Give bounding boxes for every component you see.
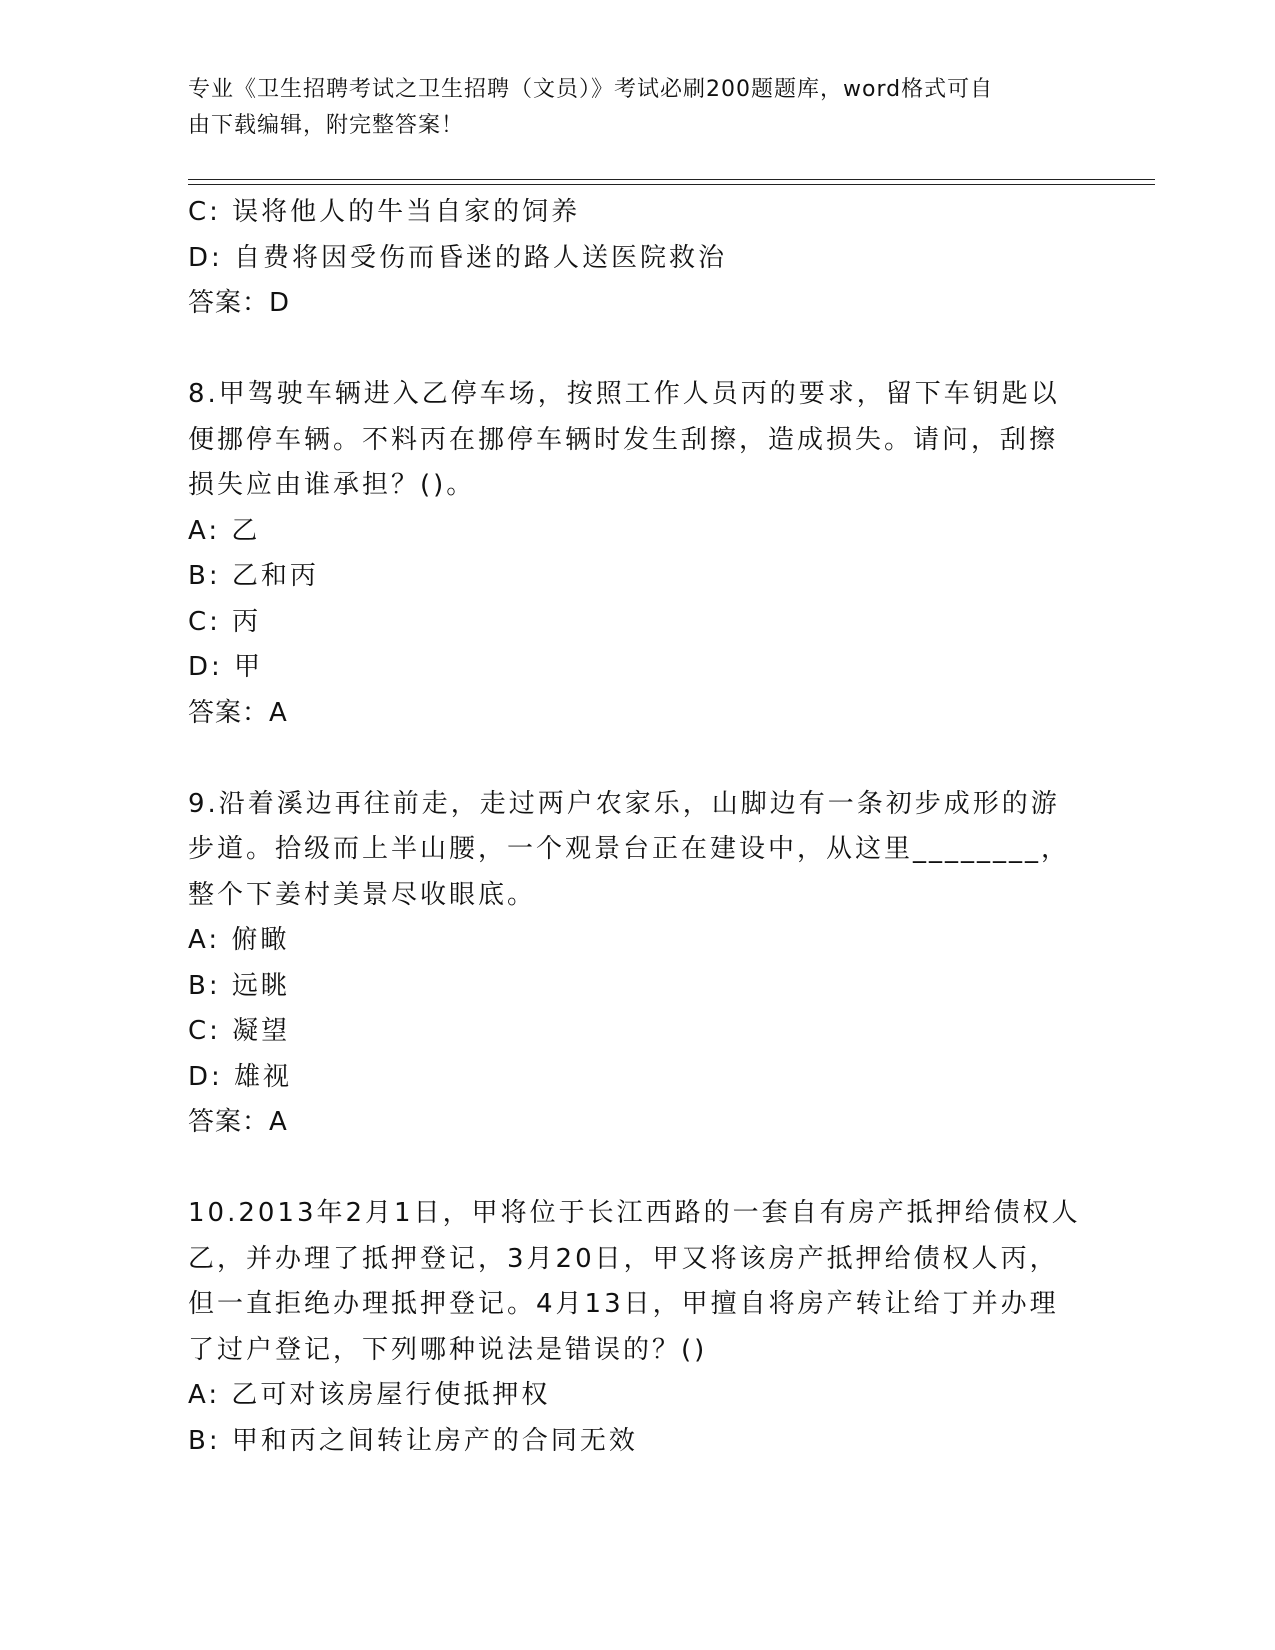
option-c: C: 丙 [188,606,262,637]
question-9 [188,782,1088,1146]
option-d: D: 甲 [188,652,264,682]
answer: 答案：A [188,697,288,728]
question-stem-line: 8.甲驾驶车辆进入乙停车场，按照工作人员丙的要求，留下车钥匙以 [188,379,1060,409]
option-c: C: 误将他人的牛当自家的饲养 [188,197,581,227]
question-stem-line: 了过户登记，下列哪种说法是错误的？() [188,1334,708,1365]
question-stem-line: 乙，并办理了抵押登记，3月20日，甲又将该房产抵押给债权人丙， [188,1243,1059,1274]
spacer [188,736,1088,782]
option-a: A: 乙可对该房屋行使抵押权 [188,1380,551,1410]
document-header [188,72,1068,144]
answer: 答案：D [188,288,291,318]
option-a: A: 俯瞰 [188,925,290,955]
option-b: B: 甲和丙之间转让房产的合同无效 [188,1425,638,1456]
spacer [188,327,1088,373]
question-8 [188,372,1088,736]
question-stem-line: 步道。拾级而上半山腰，一个观景台正在建设中，从这里________， [188,834,1071,864]
question-list [188,190,1088,1464]
question-stem-line: 整个下姜村美景尽收眼底。 [188,879,537,910]
question-stem-line: 10.2013年2月1日，甲将位于长江西路的一套自有房产抵押给债权人 [188,1198,1081,1228]
spacer [188,1146,1088,1192]
option-b: B: 远眺 [188,970,290,1001]
header-divider-top [188,179,1155,180]
header-line-1: 专业《卫生招聘考试之卫生招聘（文员）》考试必刷200题题库，word格式可自 [188,77,994,102]
question-10 [188,1191,1088,1464]
option-d: D: 自费将因受伤而昏迷的路人送医院救治 [188,242,728,273]
question-stem-line: 便挪停车辆。不料丙在挪停车辆时发生刮擦，造成损失。请问，刮擦 [188,424,1059,455]
header-line-2: 由下载编辑，附完整答案！ [188,113,465,138]
option-a: A: 乙 [188,515,261,546]
option-c: C: 凝望 [188,1016,291,1046]
option-d: D: 雄视 [188,1061,293,1092]
question-stem-line: 但一直拒绝办理抵押登记。4月13日，甲擅自将房产转让给丁并办理 [188,1289,1059,1319]
question-stem-line: 9.沿着溪边再往前走，走过两户农家乐，山脚边有一条初步成形的游 [188,788,1060,819]
question-stem-line: 损失应由谁承担？()。 [188,470,476,500]
answer: 答案：A [188,1107,288,1137]
option-b: B: 乙和丙 [188,561,319,591]
header-divider-bottom [188,184,1155,185]
question-7 [188,190,1088,327]
